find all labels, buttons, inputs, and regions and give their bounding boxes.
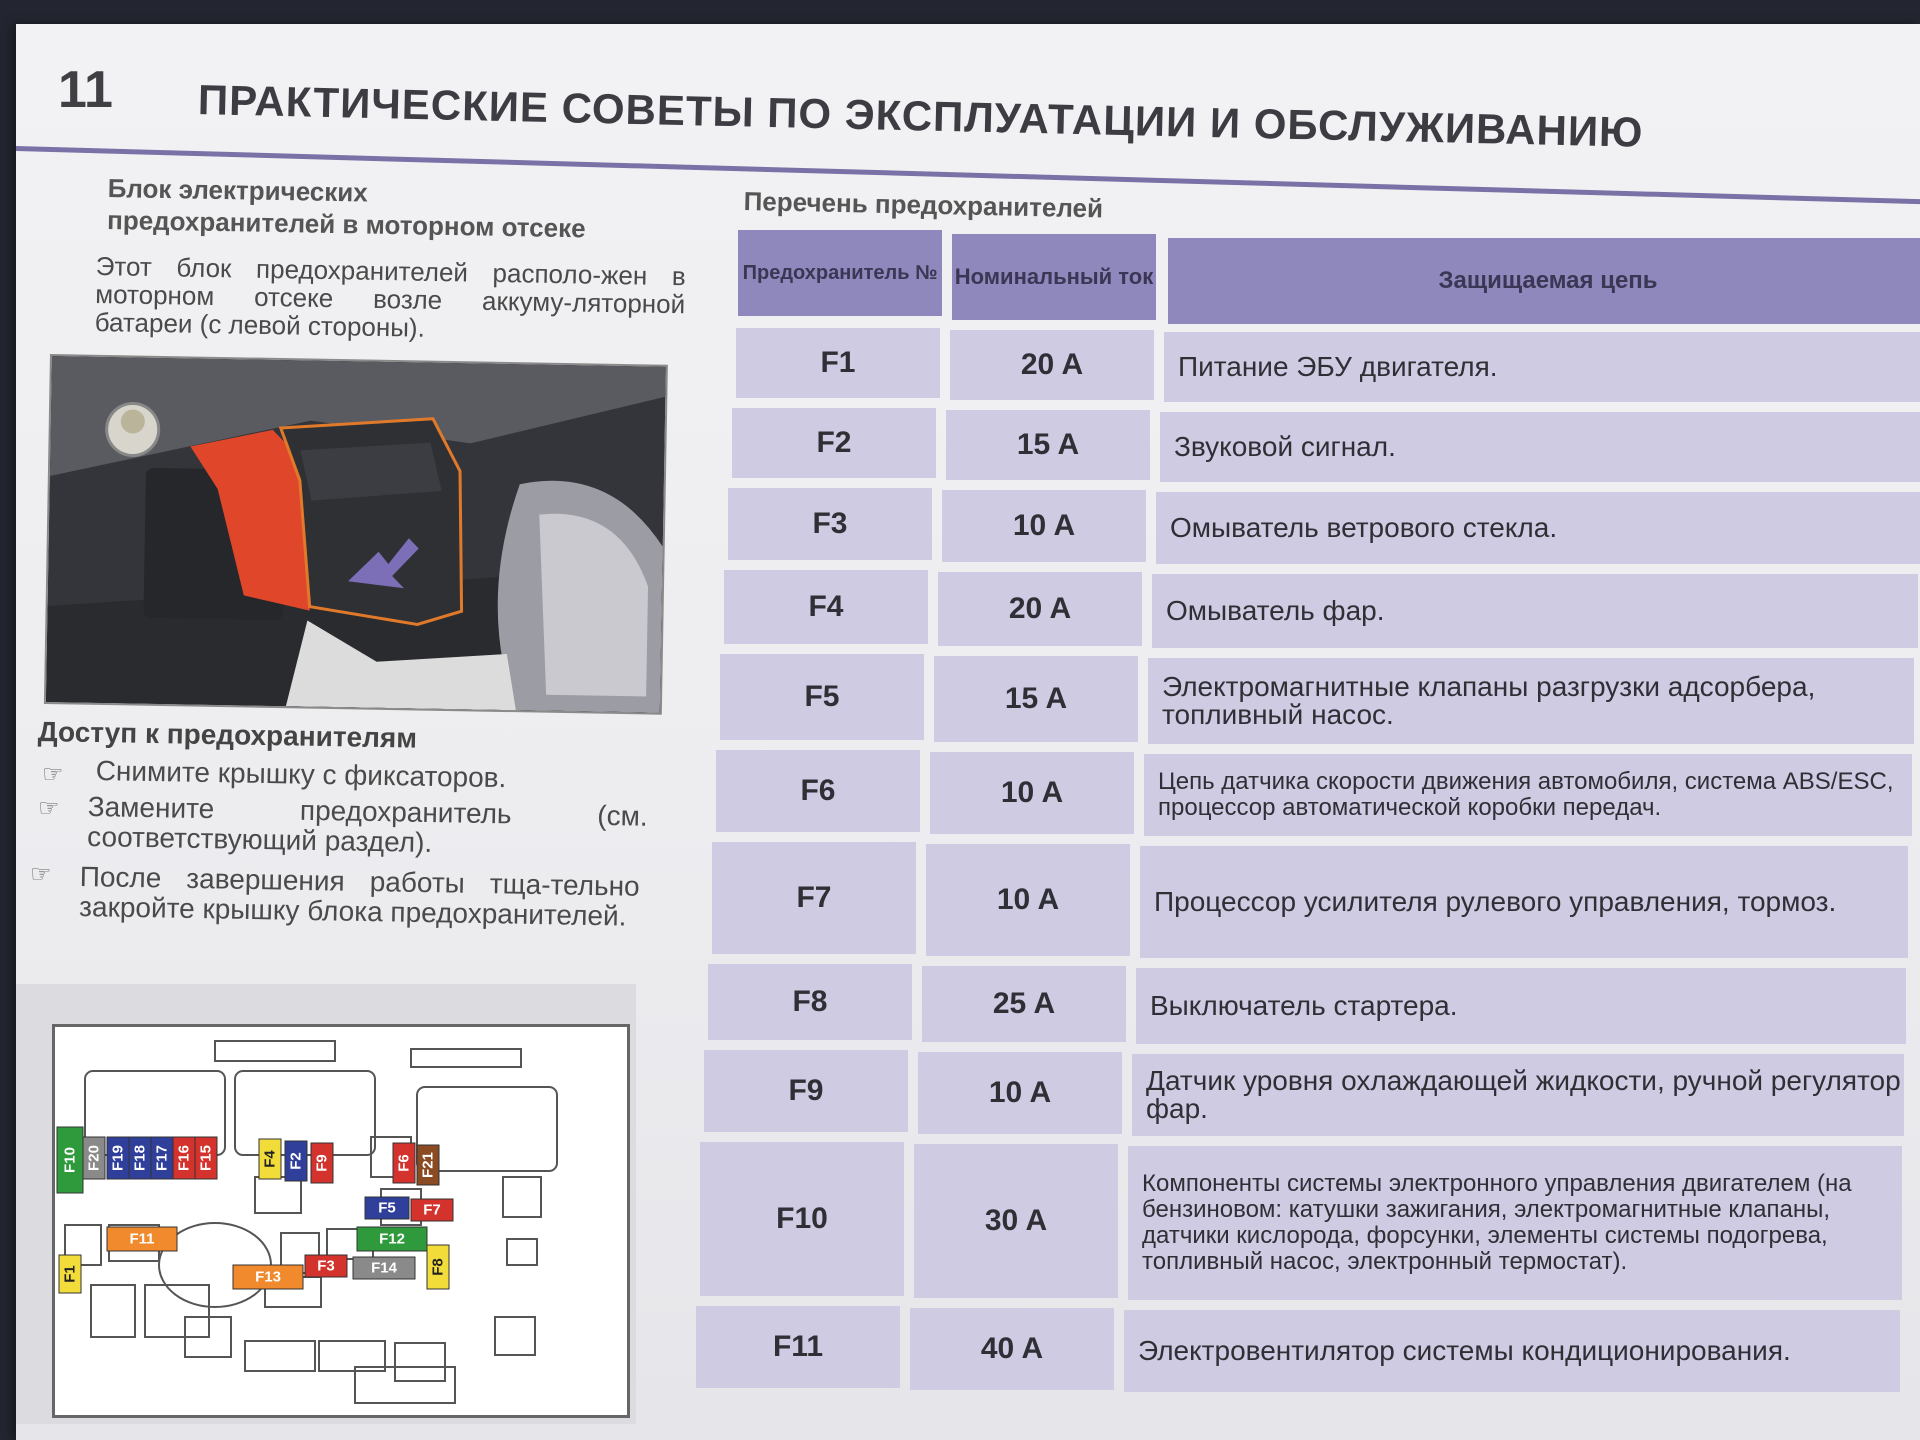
fuse-number: F7 [712,842,916,954]
protected-circuit: Электровентилятор системы кондиционирования. [1124,1310,1900,1392]
fuse-label: F4 [261,1150,279,1168]
header-rated-current: Номинальный ток [952,234,1156,320]
fuse-label: F19 [109,1145,127,1171]
fuse-number: F1 [736,328,940,398]
fuse-label: F16 [175,1145,193,1171]
fuse-number: F11 [696,1306,900,1388]
fuse-slot-f21 [417,1145,439,1185]
fuse-slot-f17 [151,1137,173,1179]
pointing-hand-icon: ☞ [30,861,52,888]
header-protected-circuit: Защищаемая цепь [1168,238,1920,324]
fuse-label: F21 [419,1152,437,1178]
fuse-label: F20 [85,1145,103,1171]
fuse-box-title [107,172,708,246]
rated-current: 10 A [942,490,1146,562]
fuse-label: F3 [317,1257,335,1275]
fuse-label: F5 [378,1199,396,1217]
rated-current: 30 A [914,1144,1118,1298]
fuse-number: F9 [704,1050,908,1132]
fuse-number: F6 [716,750,920,832]
step-2: Замените предохранитель (см. соответствующий раздел). [86,791,648,859]
rated-current: 15 A [934,656,1138,742]
fuse-slot-f19 [107,1137,129,1179]
fuse-label: F11 [129,1230,155,1248]
rated-current: 10 A [926,844,1130,956]
fuse-slot-f18 [129,1137,151,1179]
fuse-number: F3 [728,488,932,560]
fuse-slot-f11 [107,1227,177,1251]
fuse-slot-f4 [259,1139,281,1179]
protected-circuit: Цепь датчика скорости движения автомобиля, система ABS/ESC, процессор автоматической коробки передач. [1144,754,1912,836]
fuse-slot-f20 [83,1137,105,1179]
fuse-label: F12 [379,1230,405,1248]
fuse-label: F9 [313,1154,331,1172]
pointing-hand-icon: ☞ [42,761,64,788]
fuse-slot-f14 [353,1257,415,1279]
protected-circuit: Питание ЭБУ двигателя. [1164,332,1920,402]
manual-page [16,24,1920,1440]
protected-circuit: Процессор усилителя рулевого управления, тормоз. [1140,846,1908,958]
protected-circuit: Датчик уровня охлаждающей жидкости, ручной регулятор фар. [1132,1054,1904,1136]
fuse-slot-f8 [427,1245,449,1289]
fuse-number: F4 [724,570,928,644]
rated-current: 10 A [918,1052,1122,1134]
fuse-box-diagram [52,1024,630,1418]
protected-circuit: Электромагнитные клапаны разгрузки адсорбера, топливный насос. [1148,658,1914,744]
fuse-slot-f10 [57,1127,83,1193]
protected-circuit: Омыватель ветрового стекла. [1156,492,1920,564]
fuse-slot-f6 [393,1143,415,1183]
fuse-label: F17 [153,1145,171,1171]
fuse-box-title-line-2: предохранителей в моторном отсеке [106,204,586,244]
fuse-slot-f3 [305,1255,347,1277]
fuse-slot-f7 [411,1199,453,1221]
fuse-slot-f5 [365,1197,409,1219]
fuse-label: F10 [61,1147,79,1173]
rated-current: 15 A [946,410,1150,480]
fuse-slot-f9 [311,1143,333,1183]
fuse-label: F7 [423,1201,441,1219]
fuse-list-title: Перечень предохранителей [743,186,1104,224]
fuse-label: F6 [395,1154,413,1172]
step-3: После завершения работы тща-тельно закройте крышку блока предохранителей. [78,861,640,932]
protected-circuit: Омыватель фар. [1152,574,1918,648]
fuse-slot-f1 [59,1255,81,1293]
rated-current: 25 A [922,966,1126,1042]
fuse-label: F8 [429,1258,447,1276]
fuse-box-description: Этот блок предохранителей располо-жен в моторном отсеке возле аккуму-ляторной батареи (с левой стороны). [94,251,686,343]
engine-bay-illustration [46,356,666,713]
pointing-hand-icon: ☞ [38,795,60,822]
fuse-label: F13 [255,1268,281,1286]
left-column [16,24,706,1440]
protected-circuit: Звуковой сигнал. [1160,412,1920,482]
page-number: 11 [58,61,113,119]
fuse-label: F1 [61,1265,79,1283]
header-fuse-number: Предохранитель № [738,230,942,316]
fuse-slot-f16 [173,1137,195,1179]
fuse-number: F2 [732,408,936,478]
fuse-slot-f13 [233,1265,303,1289]
protected-circuit: Компоненты системы электронного управления двигателем (на бензиновом: катушки зажигания, электромагнитные клапаны, датчики кислорода, форсунки, элементы системы подогрева, топливный насос, электронный термостат). [1128,1146,1902,1300]
rated-current: 40 A [910,1308,1114,1390]
fuse-table [666,224,1920,1384]
page-title: ПРАКТИЧЕСКИЕ СОВЕТЫ ПО ЭКСПЛУАТАЦИИ И ОБСЛУЖИВАНИЮ [197,76,1644,156]
fuse-label: F14 [371,1259,397,1277]
engine-bay-photo [44,354,668,715]
fuse-label: F2 [287,1152,305,1170]
fuse-label: F18 [131,1145,149,1171]
fuse-slot-f12 [357,1227,427,1251]
fuse-number: F10 [700,1142,904,1296]
fuse-slot-f15 [195,1137,217,1179]
protected-circuit: Выключатель стартера. [1136,968,1906,1044]
rated-current: 20 A [950,330,1154,400]
step-1: Снимите крышку с фиксаторов. [95,755,507,794]
fuse-number: F8 [708,964,912,1040]
fuse-number: F5 [720,654,924,740]
fuse-slot-f2 [285,1141,307,1181]
rated-current: 20 A [938,572,1142,646]
rated-current: 10 A [930,752,1134,834]
access-title: Доступ к предохранителям [37,716,418,754]
fuse-label: F15 [197,1145,215,1171]
fuse-box-diagram-drawing [55,1027,627,1415]
fuse-box-title-line-1: Блок электрических [107,172,369,208]
